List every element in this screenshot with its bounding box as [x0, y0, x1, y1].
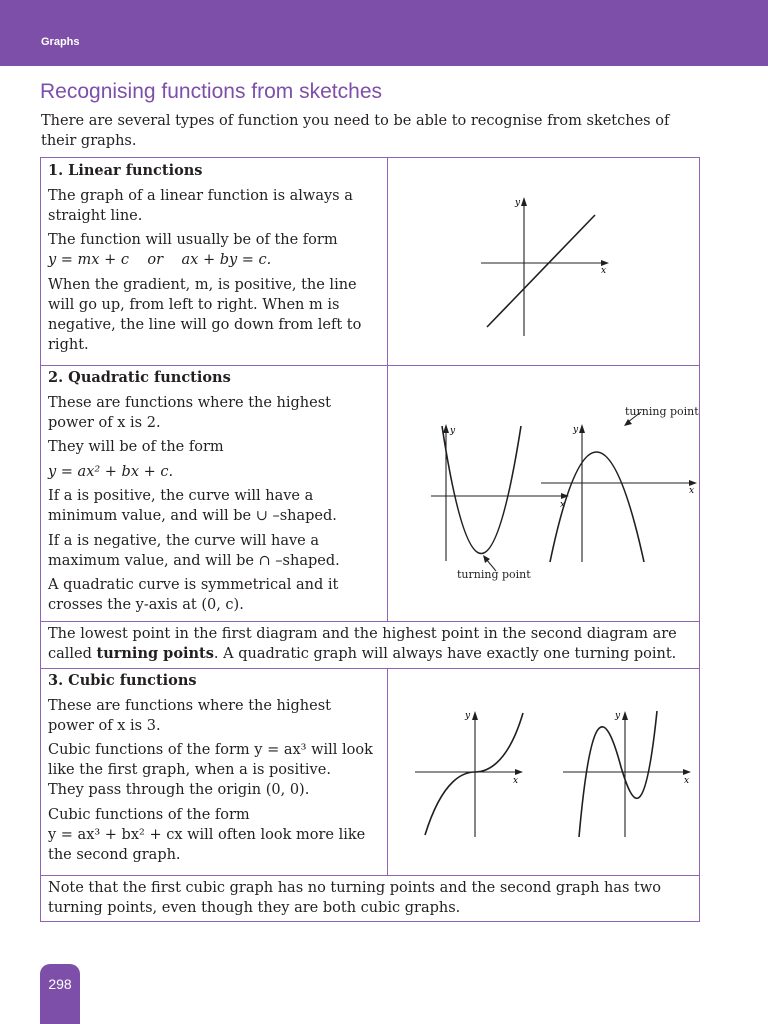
quadratic-p5: A quadratic curve is symmetrical and it crosses the y-axis at (0, c).: [48, 577, 339, 613]
page-title: Recognising functions from sketches: [40, 80, 382, 103]
quadratic-p4: If a is negative, the curve will have a maximum value, and will be ∩ –shaped.: [48, 532, 340, 569]
quadratic-p2: They will be of the form: [48, 439, 224, 455]
linear-text: [48, 161, 378, 359]
column-divider: [387, 669, 388, 875]
note-bold-term: turning points: [96, 645, 214, 662]
linear-formula: y = mx + c or ax + by = c.: [48, 252, 272, 268]
note-text-before: The lowest point in the first diagram and the highest point in the second diagram are called: [48, 626, 677, 662]
cubic-formula: y = ax³ + bx² + cx will often look more like the second graph.: [48, 826, 366, 863]
axis-y-label: y: [465, 711, 471, 721]
axis-y-label: y: [450, 426, 456, 436]
axis-y-label: y: [573, 425, 579, 435]
turning-point-label-max: turning point: [625, 405, 699, 418]
page-number-tab: [40, 964, 80, 1024]
cubic-two-turns-graph: [561, 707, 701, 842]
axis-y-label: y: [615, 711, 621, 721]
turning-point-label-min: turning point: [457, 568, 531, 581]
quadratic-formula: y = ax² + bx + c.: [48, 463, 174, 480]
quadratic-p3: If a is positive, the curve will have a minimum value, and will be ∪ –shaped.: [48, 488, 337, 524]
quadratic-section: [40, 365, 700, 622]
linear-graph: [461, 188, 661, 338]
column-divider: [387, 366, 388, 621]
header-bar: [0, 0, 768, 66]
axis-x-label: x: [513, 776, 519, 786]
axis-y-label: y: [515, 198, 521, 208]
cubic-section: [40, 668, 700, 876]
quadratic-text: [48, 368, 380, 620]
quadratic-heading: 2. Quadratic functions: [48, 369, 231, 386]
cubic-p1: These are functions where the highest power of x is 3.: [48, 697, 331, 734]
cubic-text: [48, 671, 380, 869]
cubic-heading: 3. Cubic functions: [48, 672, 197, 689]
axis-x-label: x: [601, 266, 607, 276]
linear-heading: 1. Linear functions: [48, 162, 203, 179]
turning-points-note: [40, 621, 700, 669]
linear-p2: The function will usually be of the form: [48, 232, 338, 248]
linear-p1: The graph of a linear function is always a straight line.: [48, 187, 353, 224]
cubic-p2b: They pass through the origin (0, 0).: [48, 782, 310, 798]
linear-section: [40, 157, 700, 366]
axis-x-label: x: [560, 500, 566, 510]
cubic-note: Note that the first cubic graph has no turning points and the second graph has two turning points, even though they are both cubic graphs.: [40, 875, 700, 922]
cubic-p2: Cubic functions of the form y = ax³ will look like the first graph, when a is positive.: [48, 742, 373, 778]
cubic-origin-graph: [413, 707, 563, 842]
section-label: Graphs: [41, 36, 80, 48]
intro-text: There are several types of function you need to be able to recognise from sketches of their graphs.: [41, 113, 670, 149]
column-divider: [387, 158, 388, 365]
note-text-after: . A quadratic graph will always have exactly one turning point.: [213, 646, 677, 662]
quadratic-max-graph: [536, 402, 701, 572]
page-number: 298: [48, 976, 72, 992]
axis-x-label: x: [689, 486, 695, 496]
cubic-p3: Cubic functions of the form: [48, 806, 250, 823]
linear-p3: When the gradient, m, is positive, the line will go up, from left to right. When m is negative, the line will go down from left to right.: [48, 276, 362, 353]
quadratic-p1: These are functions where the highest power of x is 2.: [48, 394, 331, 431]
axis-x-label: x: [684, 776, 690, 786]
